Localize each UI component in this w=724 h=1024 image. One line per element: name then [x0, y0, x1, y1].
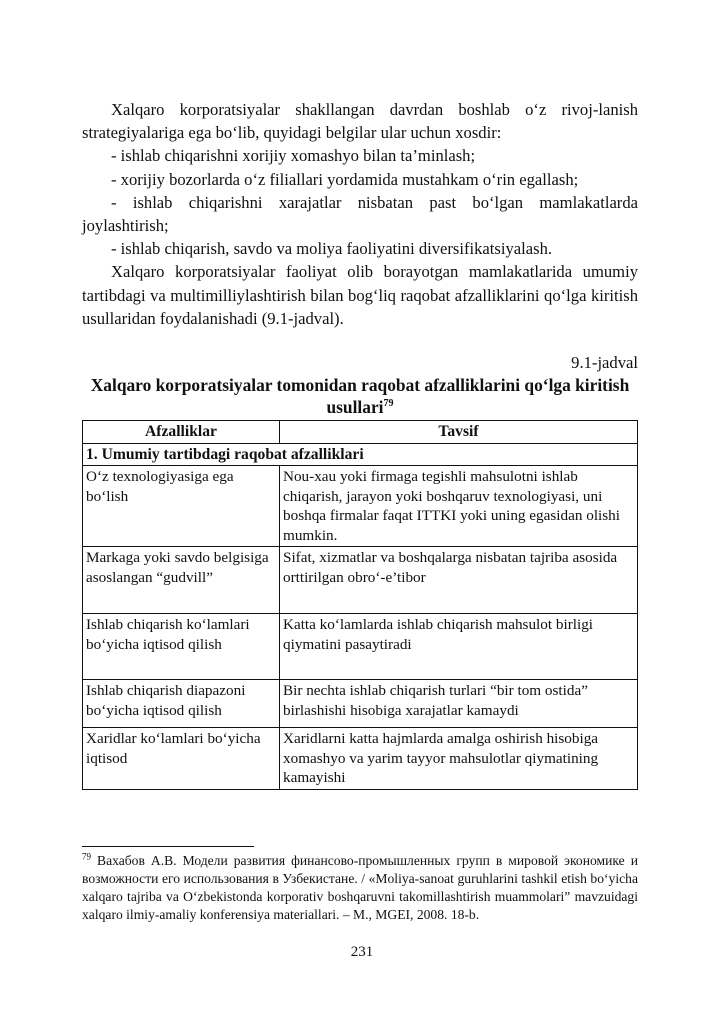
page-content — [82, 98, 638, 790]
page-number: 231 — [350, 944, 374, 960]
footnote-number: 79 — [82, 851, 91, 862]
list-item: - ishlab chiqarish, savdo va moliya faoliyatini diversifikatsiyalash. — [111, 239, 553, 259]
column-header-advantages: Afzalliklar — [83, 421, 280, 444]
description-cell: Sifat, xizmatlar va boshqalarga nisbatan tajriba asosida orttirilgan obro‘-e’tibor — [280, 547, 638, 614]
table-row — [83, 466, 638, 547]
table-label: 9.1-jadval — [571, 353, 638, 373]
table-header-row — [83, 421, 638, 444]
advantage-cell: Xaridlar ko‘lamlari bo‘yicha iqtisod — [83, 728, 280, 790]
footnote — [82, 852, 638, 924]
advantage-cell: Ishlab chiqarish ko‘lamlari bo‘yicha iqtisod qilish — [83, 614, 280, 680]
description-cell: Xaridlarni katta hajmlarda amalga oshirish hisobiga xomashyo va yarim tayyor mahsulotlar qiymatining kamayishi — [280, 728, 638, 790]
table-row — [83, 680, 638, 728]
advantage-cell: Markaga yoki savdo belgisiga asoslangan “gudvill” — [83, 547, 280, 614]
body-text — [82, 98, 638, 330]
description-cell: Nou-xau yoki firmaga tegishli mahsulotni ishlab chiqarish, jarayon yoki boshqaruv texnologiyasi, uni boshqa firmalar faqat ITTKI yoki uning egasidan olishi mumkin. — [280, 466, 638, 547]
footnote-divider — [82, 846, 254, 847]
list-item: - ishlab chiqarishni xarajatlar nisbatan past bo‘lgan mamlakatlarda joylashtirish; — [82, 192, 638, 236]
table-row — [83, 614, 638, 680]
list-item: - ishlab chiqarishni xorijiy xomashyo bilan ta’minlash; — [111, 146, 476, 166]
list-item: - xorijiy bozorlarda o‘z filiallari yordamida mustahkam o‘rin egallash; — [111, 169, 579, 189]
table-title-text: Xalqaro korporatsiyalar tomonidan raqobat afzalliklarini qo‘lga kiritish usullari — [90, 375, 630, 418]
table-title — [82, 374, 638, 418]
paragraph: Xalqaro korporatsiyalar shakllangan davrdan boshlab o‘z rivoj-lanish strategiyalariga ega bo‘lib, quyidagi belgilar ular uchun xosdir: — [82, 100, 638, 143]
description-cell: Bir nechta ishlab chiqarish turlari “bir tom ostida” birlashishi hisobiga xarajatlar kamaydi — [280, 680, 638, 728]
advantage-cell: Ishlab chiqarish diapazoni bo‘yicha iqtisod qilish — [83, 680, 280, 728]
description-cell: Katta ko‘lamlarda ishlab chiqarish mahsulot birligi qiymatini pasaytiradi — [280, 614, 638, 680]
advantages-table — [82, 420, 638, 790]
table-section-row — [83, 443, 638, 466]
footnote-text: Вахабов А.В. Модели развития финансово-промышленных групп в мировой экономике и возможности его использования в Узбекистане. / «Moliya-sanoat guruhlarini tashkil etish bo‘yicha xalqaro tajriba va O‘zbekistonda korporativ boshqaruvni takomillashtirish muammolari” mavzuidagi xalqaro ilmiy-amaliy konferensiya materiallari. – M., MGEI, 2008. 18-b. — [82, 853, 638, 922]
footnote-ref: 79 — [383, 398, 394, 410]
table-row — [83, 547, 638, 614]
section-title: 1. Umumiy tartibdagi raqobat afzalliklari — [83, 443, 638, 466]
column-header-description: Tavsif — [280, 421, 638, 444]
advantage-cell: O‘z texnologiyasiga ega bo‘lish — [83, 466, 280, 547]
table-row — [83, 728, 638, 790]
paragraph: Xalqaro korporatsiyalar faoliyat olib borayotgan mamlakatlarida umumiy tartibdagi va multimilliylashtirish bilan bog‘liq raqobat afzalliklarini qo‘lga kiritish usullaridan foydalanishadi (9.1-jadval). — [82, 262, 638, 328]
